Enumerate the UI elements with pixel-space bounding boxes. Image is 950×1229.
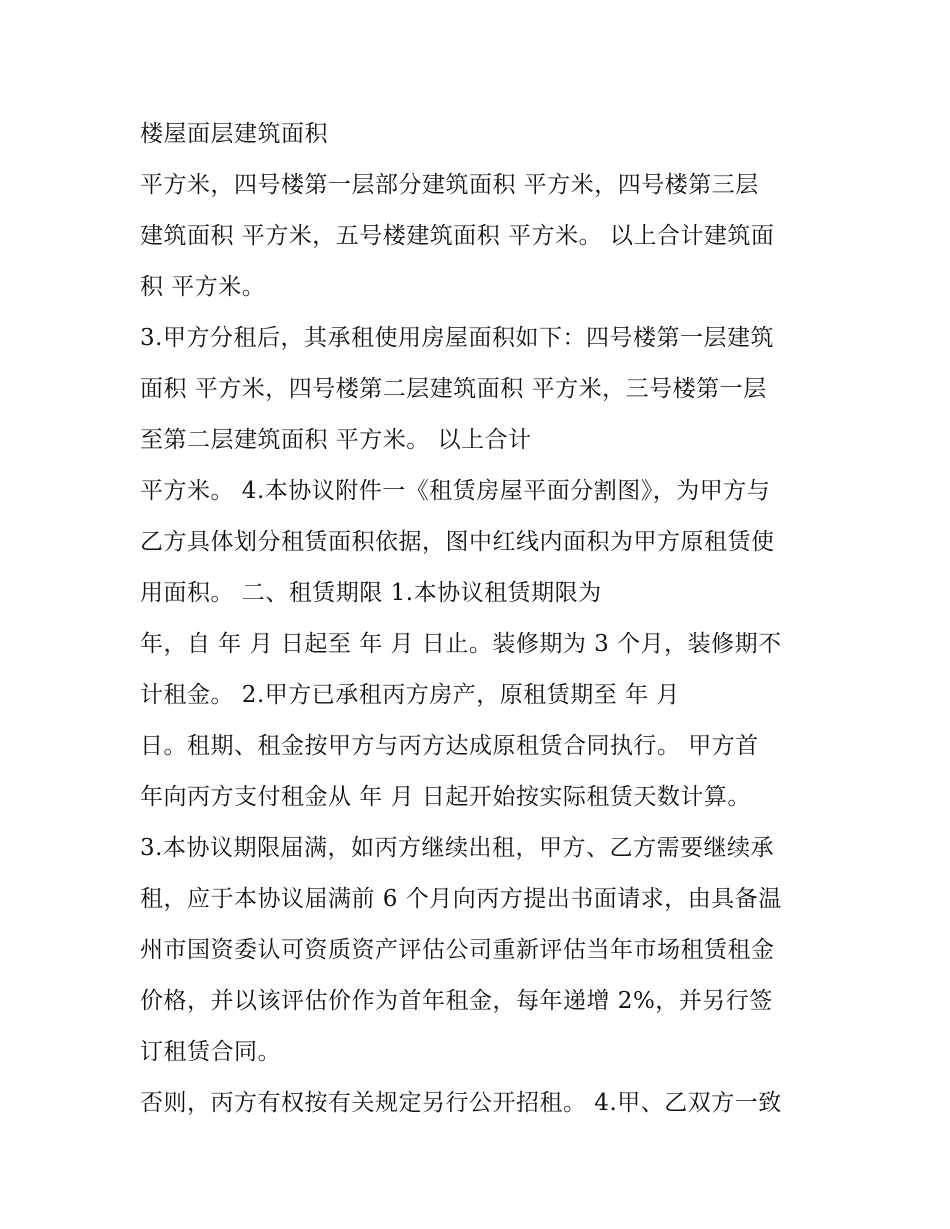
text-line: 乙方具体划分租赁面积依据，图中红线内面积为甲方原租赁使 [140, 529, 775, 555]
text-line: 日。租期、租金按甲方与丙方达成原租赁合同执行。 甲方首 [140, 733, 759, 759]
text-line: 平方米，四号楼第一层部分建筑面积 平方米，四号楼第三层 [140, 172, 759, 198]
text-line: 平方米。 4.本协议附件一《租赁房屋平面分割图》，为甲方与 [140, 478, 771, 504]
text-line: 3.本协议期限届满，如丙方继续出租，甲方、乙方需要继续承 [140, 835, 774, 861]
document-body [140, 109, 830, 1129]
text-line: 积 平方米。 [140, 274, 266, 300]
text-line: 租，应于本协议届满前 6 个月向丙方提出书面请求，由具备温 [140, 886, 782, 912]
text-line: 3.甲方分租后，其承租使用房屋面积如下：四号楼第一层建筑 [140, 325, 774, 351]
text-line: 价格，并以该评估价作为首年租金，每年递增 2%，并另行签 [140, 988, 773, 1014]
text-line: 年，自 年 月 日起至 年 月 日止。装修期为 3 个月，装修期不 [140, 631, 782, 657]
text-line: 建筑面积 平方米，五号楼建筑面积 平方米。 以上合计建筑面 [140, 223, 775, 249]
text-line: 年向丙方支付租金从 年 月 日起开始按实际租赁天数计算。 [140, 784, 751, 810]
text-line: 至第二层建筑面积 平方米。 以上合计 [140, 427, 532, 453]
text-line: 面积 平方米，四号楼第二层建筑面积 平方米，三号楼第一层 [140, 376, 767, 402]
text-line: 用面积。 二、租赁期限 1.本协议租赁期限为 [140, 580, 602, 606]
text-line: 订租赁合同。 [140, 1039, 281, 1065]
text-line: 楼屋面层建筑面积 [140, 121, 328, 147]
text-line: 州市国资委认可资质资产评估公司重新评估当年市场租赁租金 [140, 937, 775, 963]
text-line: 计租金。 2.甲方已承租丙方房产，原租赁期至 年 月 [140, 682, 680, 708]
text-line: 否则，丙方有权按有关规定另行公开招租。 4.甲、乙双方一致 [140, 1090, 782, 1116]
